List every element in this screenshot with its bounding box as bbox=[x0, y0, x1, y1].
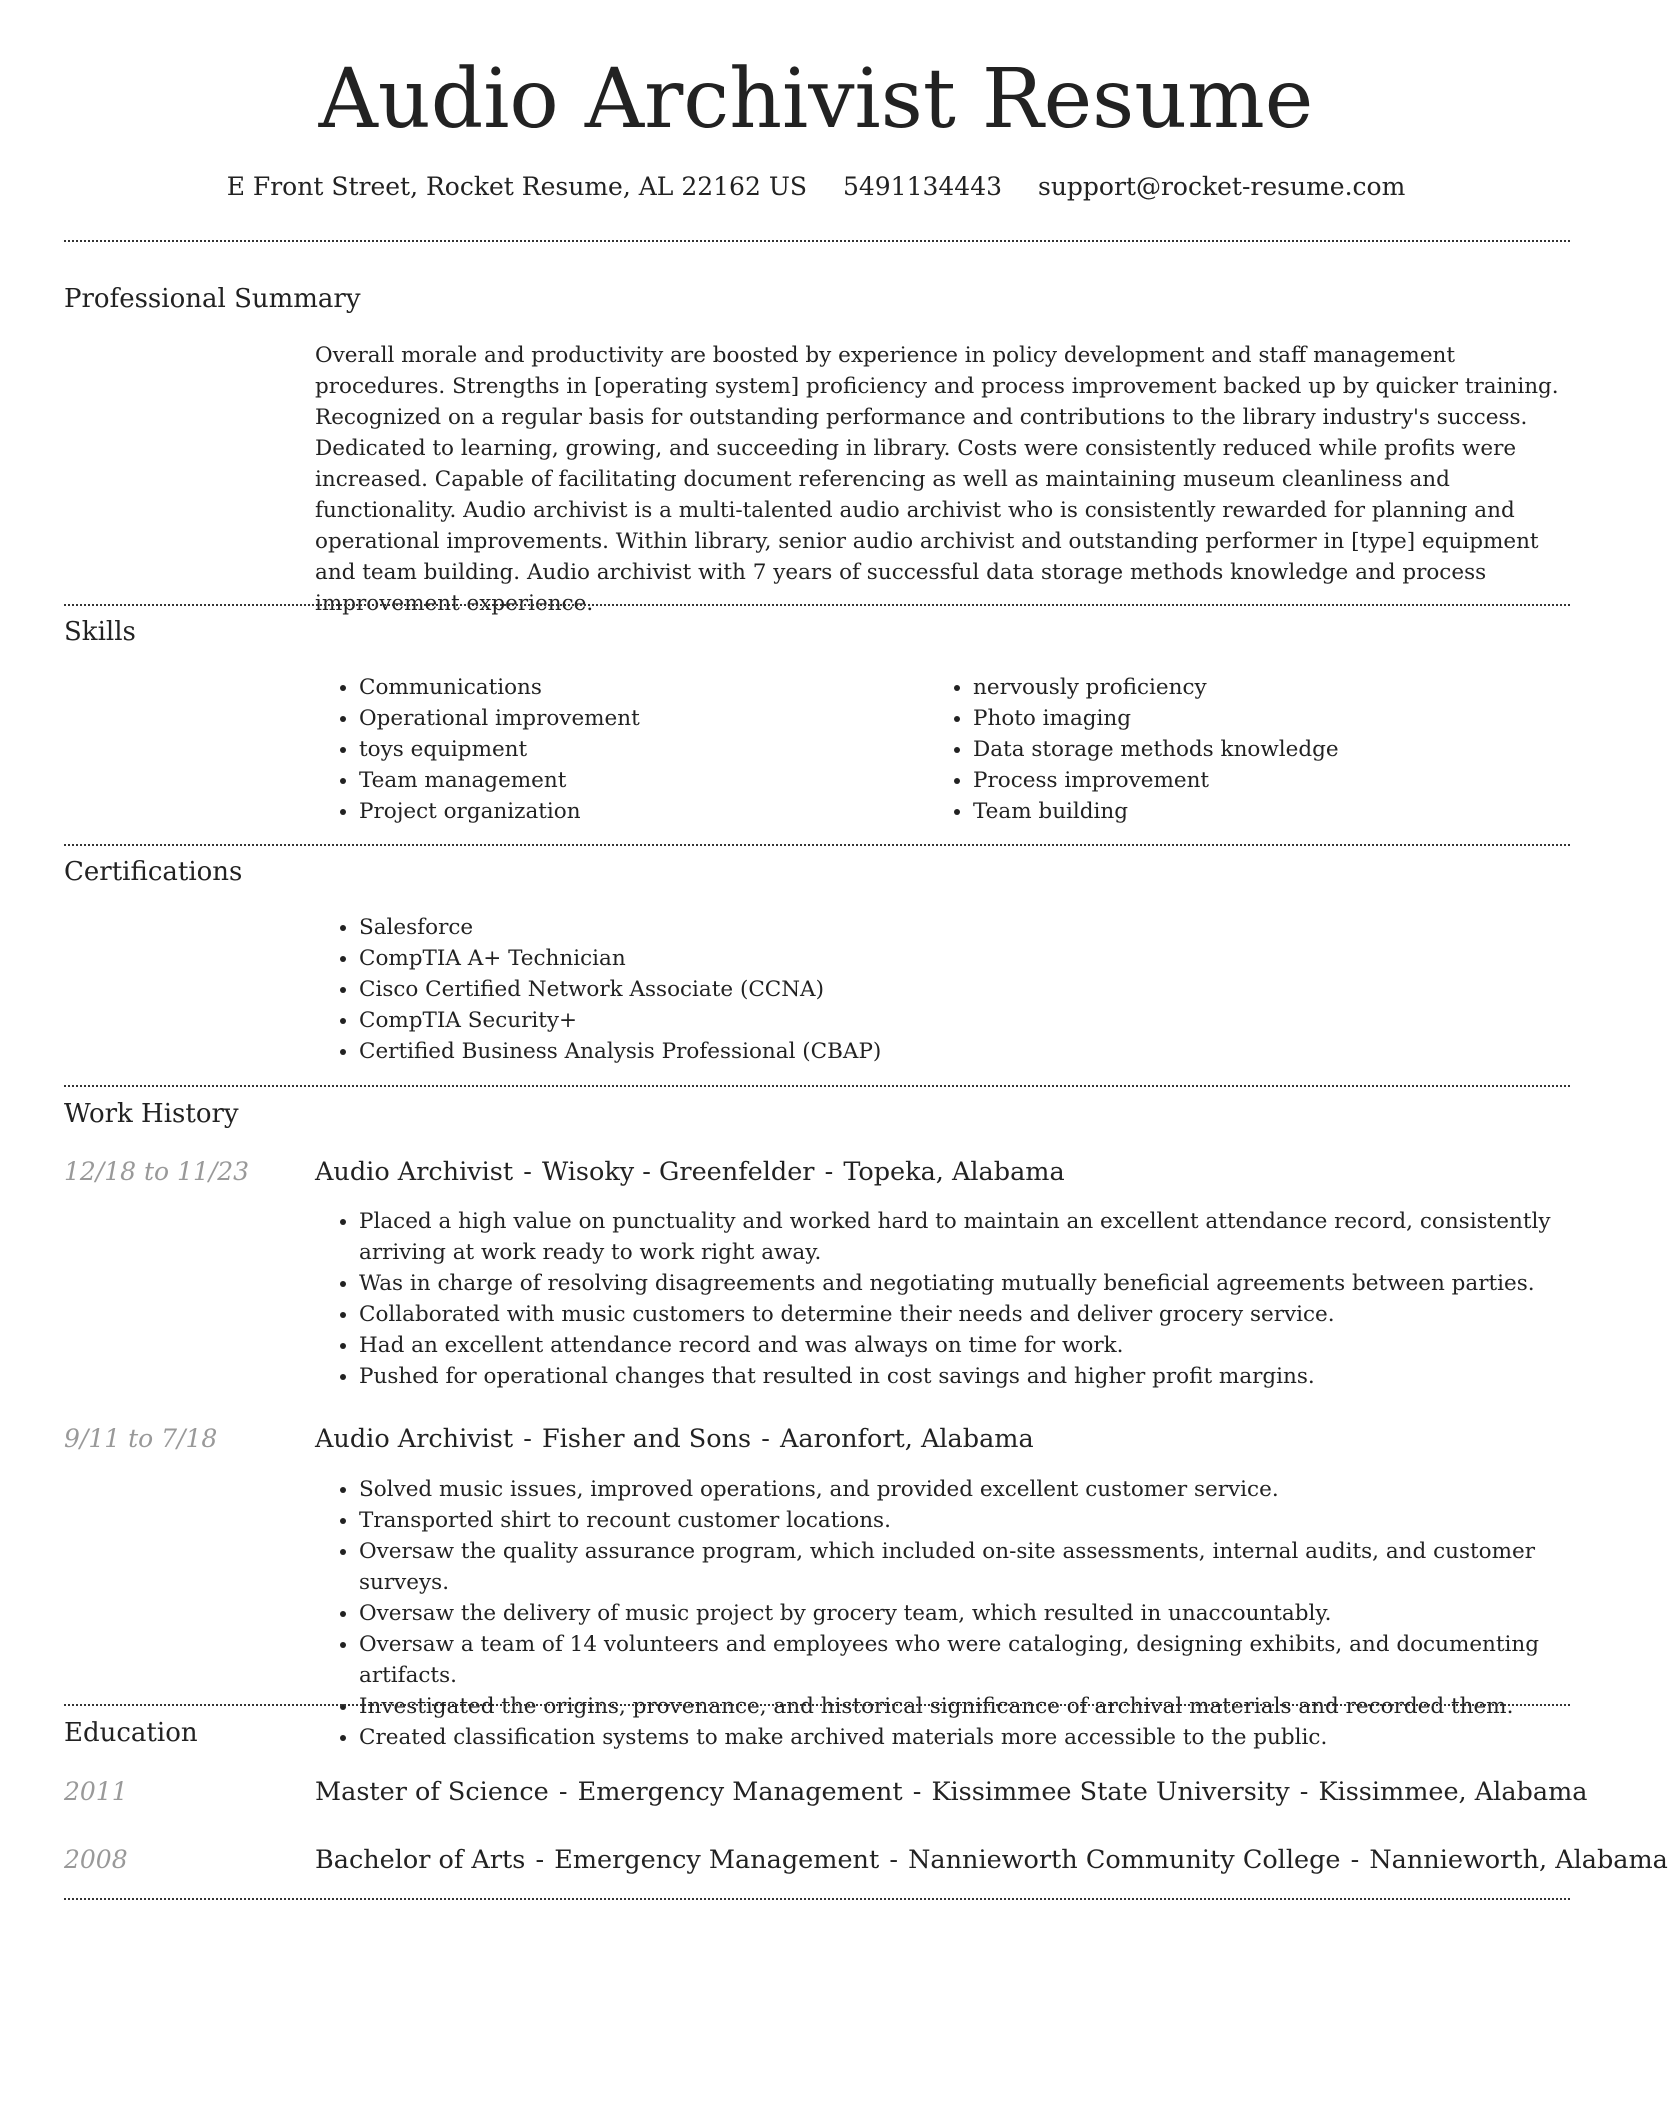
job-bullet: • Collaborated with music customers to determine their needs and deliver grocery service. bbox=[359, 1299, 1570, 1330]
divider bbox=[64, 1704, 1570, 1706]
job-location: Topeka, Alabama bbox=[843, 1157, 1065, 1187]
skill-item: • Communications bbox=[359, 672, 915, 703]
job-dates: 9/11 to 7/18 bbox=[64, 1424, 218, 1453]
job-bullet: • Oversaw the delivery of music project by grocery team, which resulted in unaccountably. bbox=[359, 1598, 1570, 1629]
job-bullet: • Oversaw a team of 14 volunteers and employees who were cataloging, designing exhibits, and documenting artifacts. bbox=[359, 1629, 1570, 1691]
section-heading-work-history: Work History bbox=[64, 1099, 239, 1129]
summary-block bbox=[315, 340, 1570, 619]
skill-item: • Operational improvement bbox=[359, 703, 915, 734]
education-heading: Master of Science - Emergency Management - Kissimmee State University - Kissimmee, Alabama bbox=[315, 1777, 1588, 1807]
skills-column-right bbox=[929, 672, 1549, 827]
section-heading-certifications: Certifications bbox=[64, 857, 243, 887]
contact-email: support@rocket-resume.com bbox=[1037, 172, 1406, 201]
certification-item: • Certified Business Analysis Professional (CBAP) bbox=[359, 1036, 1570, 1067]
job-bullet: • Pushed for operational changes that resulted in cost savings and higher profit margins. bbox=[359, 1361, 1570, 1392]
divider bbox=[64, 1898, 1570, 1900]
job-company: Wisoky - Greenfelder bbox=[541, 1157, 815, 1187]
summary-text: Overall morale and productivity are boosted by experience in policy development and staff management procedures. Strengths in [operating system] proficiency and process improvement backed up by quicker training. Recognized on a regular basis for outstanding performance and contributions to the library industry's success. Dedicated to learning, growing, and succeeding in library. Costs were consistently reduced while profits were increased. Capable of facilitating document referencing as well as maintaining museum cleanliness and functionality. Audio archivist is a multi-talented audio archivist who is consistently rewarded for planning and operational improvements. Within library, senior audio archivist and outstanding performer in [type] equipment and team building. Audio archivist with 7 years of successful data storage methods knowledge and process improvement experience. bbox=[315, 343, 1559, 616]
job-bullet: • Investigated the origins, provenance, and historical significance of archival materials and recorded them. bbox=[359, 1691, 1570, 1722]
job-company: Fisher and Sons bbox=[541, 1424, 752, 1454]
job-bullet: • Solved music issues, improved operations, and provided excellent customer service. bbox=[359, 1474, 1570, 1505]
certifications-block bbox=[315, 912, 1570, 1067]
education-degree: Bachelor of Arts bbox=[315, 1845, 526, 1875]
skill-item: • toys equipment bbox=[359, 734, 915, 765]
job-title: Audio Archivist bbox=[315, 1157, 514, 1187]
skill-item: • Process improvement bbox=[973, 765, 1549, 796]
education-location: Kissimmee, Alabama bbox=[1318, 1777, 1588, 1807]
education-school: Kissimmee State University bbox=[931, 1777, 1290, 1807]
job-bullet: • Had an excellent attendance record and was always on time for work. bbox=[359, 1330, 1570, 1361]
job-bullets bbox=[315, 1474, 1570, 1753]
section-heading-education: Education bbox=[64, 1718, 198, 1748]
skill-item: • Data storage methods knowledge bbox=[973, 734, 1549, 765]
job-dates: 12/18 to 11/23 bbox=[64, 1157, 250, 1186]
skills-column-left bbox=[315, 672, 915, 827]
education-degree: Master of Science bbox=[315, 1777, 549, 1807]
job-bullet: • Created classification systems to make archived materials more accessible to the public. bbox=[359, 1722, 1570, 1753]
section-heading-summary: Professional Summary bbox=[64, 284, 361, 314]
skill-item: • Team management bbox=[359, 765, 915, 796]
education-location: Nannieworth, Alabama bbox=[1369, 1845, 1668, 1875]
certification-item: • Cisco Certified Network Associate (CCNA) bbox=[359, 974, 1570, 1005]
job-bullets bbox=[315, 1206, 1570, 1392]
job-bullet: • Was in charge of resolving disagreements and negotiating mutually beneficial agreements between parties. bbox=[359, 1268, 1570, 1299]
skill-item: • nervously proficiency bbox=[973, 672, 1549, 703]
education-school: Nannieworth Community College bbox=[908, 1845, 1341, 1875]
certification-item: • Salesforce bbox=[359, 912, 1570, 943]
job-location: Aaronfort, Alabama bbox=[779, 1424, 1034, 1454]
contact-address: E Front Street, Rocket Resume, AL 22162 US bbox=[226, 172, 808, 201]
job-title: Audio Archivist bbox=[315, 1424, 514, 1454]
job-heading: Audio Archivist - Fisher and Sons - Aaronfort, Alabama bbox=[315, 1424, 1034, 1454]
divider bbox=[64, 844, 1570, 846]
job-bullet: • Placed a high value on punctuality and worked hard to maintain an excellent attendance record, consistently arriving at work ready to work right away. bbox=[359, 1206, 1570, 1268]
education-year: 2011 bbox=[64, 1777, 128, 1806]
skill-item: • Project organization bbox=[359, 796, 915, 827]
divider bbox=[64, 240, 1570, 242]
section-heading-skills: Skills bbox=[64, 617, 136, 647]
education-year: 2008 bbox=[64, 1845, 128, 1874]
skill-item: • Photo imaging bbox=[973, 703, 1549, 734]
education-field: Emergency Management bbox=[554, 1845, 880, 1875]
skill-item: • Team building bbox=[973, 796, 1549, 827]
contact-phone: 5491134443 bbox=[842, 172, 1003, 201]
divider bbox=[64, 1085, 1570, 1087]
job-bullet: • Transported shirt to recount customer locations. bbox=[359, 1505, 1570, 1536]
job-bullet: • Oversaw the quality assurance program, which included on-site assessments, internal audits, and customer surveys. bbox=[359, 1536, 1570, 1598]
divider bbox=[64, 604, 1570, 606]
education-heading: Bachelor of Arts - Emergency Management - Nannieworth Community College - Nannieworth, Alabama bbox=[315, 1845, 1668, 1875]
resume-title: Audio Archivist Resume bbox=[318, 52, 1314, 147]
contact-line bbox=[0, 170, 1632, 204]
education-field: Emergency Management bbox=[577, 1777, 903, 1807]
job-heading: Audio Archivist - Wisoky - Greenfelder - Topeka, Alabama bbox=[315, 1157, 1065, 1187]
certification-item: • CompTIA Security+ bbox=[359, 1005, 1570, 1036]
certification-item: • CompTIA A+ Technician bbox=[359, 943, 1570, 974]
